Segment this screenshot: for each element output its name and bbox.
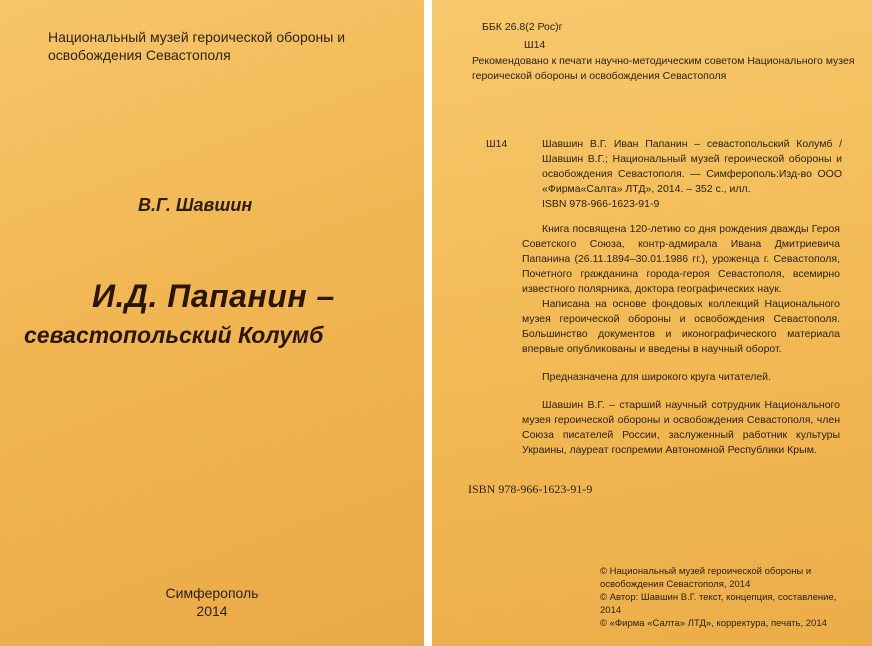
book-title-line2: севастопольский Колумб <box>24 322 324 348</box>
copyright-line: © Национальный музей героической обороны и освобождения Севастополя, 2014 <box>600 566 812 590</box>
author-code-top: Ш14 <box>524 39 546 51</box>
annotation-paragraph-1: Книга посвящена 120-летию со дня рождения дважды Героя Советского Союза, контр-адмирала Ивана Дмитриевича Папанина (26.11.1894–30.01.1986 гг.), уроженца г. Севастополя, Почетного гражданина города-героя Севастополя, всемирно известного полярника, доктора географических наук. <box>522 223 840 295</box>
audience-note: Предназначена для широкого круга читателей. <box>542 371 771 383</box>
right-page <box>432 0 872 646</box>
annotation-paragraph-2: Написана на основе фондовых коллекций Национального музея героической обороны и освобождения Севастополя. Большинство документов и иконографического материала впервые опубликованы и введены в научный оборот. <box>522 298 840 355</box>
isbn-bottom: ISBN 978-966-1623-91-9 <box>468 482 593 496</box>
copyright-block <box>600 565 855 630</box>
bibliographic-entry: Шавшин В.Г. Иван Папанин – севастопольский Колумб / Шавшин В.Г.; Национальный музей героической обороны и освобождения Севастополя. — Симферополь:Изд-во ООО «Фирма«Салта» ЛТД», 2014. – 352 с., илл. <box>542 138 842 195</box>
copyright-line: © «Фирма «Салта» ЛТД», корректура, печать, 2014 <box>600 618 827 629</box>
bbk-code: ББК 26.8(2 Рос)г <box>482 21 563 33</box>
museum-name: Национальный музей героической обороны и освобождения Севастополя <box>48 29 346 63</box>
recommendation-note: Рекомендовано к печати научно-методическим советом Национального музея героической обороны и освобождения Севастополя <box>472 55 855 82</box>
imprint-city: Симферополь <box>165 585 259 601</box>
author-name: В.Г. Шавшин <box>138 195 253 215</box>
isbn-inline: ISBN 978-966-1623-91-9 <box>542 198 660 210</box>
author-code-left: Ш14 <box>486 138 508 150</box>
imprint-year: 2014 <box>196 603 228 619</box>
book-title-line1: И.Д. Папанин – <box>92 278 335 314</box>
left-page <box>0 0 424 646</box>
imprint <box>0 584 424 620</box>
author-bio: Шавшин В.Г. – старший научный сотрудник Национального музея героической обороны и освобождения Севастополя, член Союза писателей России, заслуженный работник культуры Украины, лауреат госпремии Автономной Республики Крым. <box>522 399 840 456</box>
copyright-line: © Автор: Шавшин В.Г. текст, концепция, составление, 2014 <box>600 592 837 616</box>
